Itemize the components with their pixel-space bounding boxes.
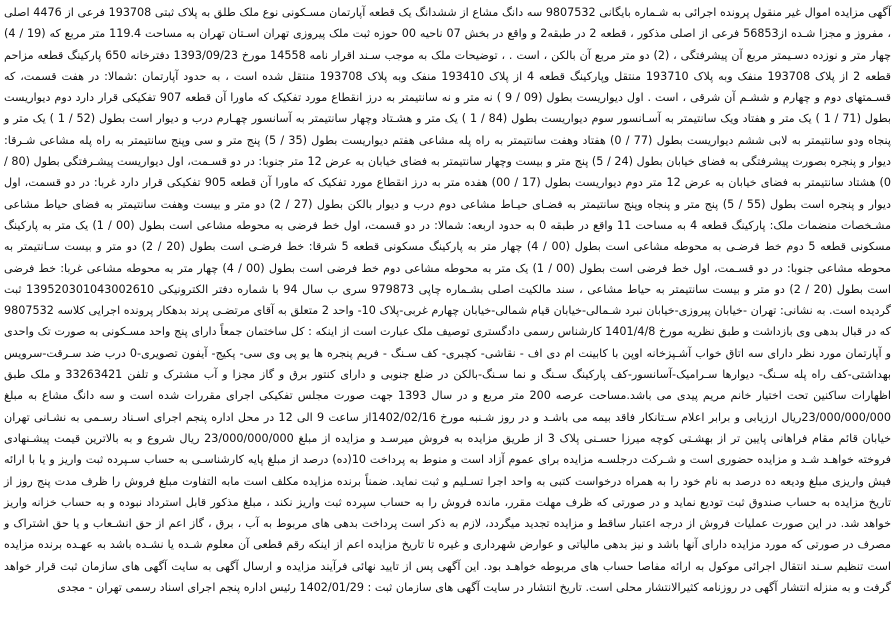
notice-body-text: آگهی مزایده اموال غیر منقول پرونده اجرائی به شـماره بایگانی 9807532 سه دانگ مشاع از ششدانگ یک قطعه آپارتمان مسـکونی نوع ملک طلق به پلاک ثبتی 193708 فرعی از 4476 اصلی ، مفروز و مجزا شـده از56853 فرعی از اصلی مذکور ، قطعه 2 در طبقه2 و واقع در بخش 07 ناحیه 00 حوزه ثبت ملک پیروزی تهران اسـتان تهران به مساحت 119.4 متر مربع که (19 / 4) چهار متر و نوزده دسـیمتر مربع آن پیشرفتگی ، (2) دو متر مربع آن بالکن ، است . ، توضیحات ملک به موجب سـند اقرار نامه 14558 مورخ 1393/09/23 دفترخانه 650 پارکینگ قطعه مزاحم قطعه 2 از پلاک 193708 منفک وبه پلاک 193710 منتقل وپارکینگ قطعه 4 از پلاک 193410 منفک وبه پلاک 193708 منتقل شده است ، به حدود آپارتمان :شمالا: در هفت قسمت، که قسـمتهای دوم و چهارم و ششـم آن شرقی ، است . اول دیواریست بطول (09 / 9 ) نه متر و نه سانتیمتر به درز انقطاع مورد تفکیک که ماورا آن قطعه 907 تفکیکی قرار دارد دوم دیواریست بطول (71 / 1 ) یک متر و هفتاد ویک سانتیمتر به آسـانسور سوم دیواریست بطول (84 / 1 ) یک متر و هشـتاد وچهار سانتیمتر به آسانسور چهـارم درب و دیوار است بطول (52 / 1 ) یک متر و پنجاه ودو سانتیمتر به لابی ششم دیواریست بطول (77 / 0) هفتاد وهفت سانتیمتر به راه پله مشاعی هفتم دیواریست بطول (35 / 5) پنج متر و سی وپنج سانتیمتر به راه پله مشاعی شـرقا: دیوار و پنجره بصورت پیشرفتگی به فضای خیابان بطول (24 / 5) پنج متر و بیست وچهار سانتیمتر به فضای خیابان به عرض 12 متر جنوبا: در دو قسـمت، اول دیواریست پیشـرفتگی بطول (80 / 0) هشتاد سانتیمتر به فضای خیابان به عرض 12 متر دوم دیواریست بطول (17 / 00) هفده متر به درز انقطاع مورد تفکیک که ماورا آن قطعه 905 تفکیکی قرار دارد غربا: در دو قسمت، اول دیوار و پنجره است بطول (55 / 5) پنج متر و پنجاه وپنج سانتیمتر به فضـای حیـاط مشاعی دوم درب و دیوار بالکن بطول (27 / 2) دو متر و بیست وهفت سانتیمتر به فضای حیاط مشاعی مشـخصات منضمات ملک: پارکینگ قطعه 4 به مساحت 11 واقع در طبقه 0 به حدود اربعه: شمالا: در دو قسمت، اول خط فرضی به محوطه مشاعی است بطول (00 / 1) یک متر به پارکینگ مسکونی قطعه 5 دوم خط فرضـی به محوطه مشاعی است بطول (00 / 4) چهار متر به پارکینگ مسکونی قطعه 5 شرقا: خط فرضـی است بطول (20 / 2) دو متر و بیست سـانتیمتر به محوطه مشاعی جنوبا: در دو قسـمت، اول خط فرضی است بطول (00 / 1) یک متر به محوطه مشاعی دوم خط فرضی است بطول (00 / 4) چهار متر به محوطه مشاعی غربا: خط فرضی است بطول (20 / 2) دو متر و بیست سانتیمتر به حیاط مشاعی ، سند مالکیت اصلی بشـماره چاپی 979873 سری ب سال 94 با شماره دفتر الکترونیکی 139520301043002610 ثبت گردیده است. به نشانی: تهران -خیابان پیروزی-خیابان نبرد شـمالی-خیابان قیام شمالی-خیابان چهارم غربی-پلاک 10- واحد 2 متعلق به آقای مرتضـی پرند بدهکار پرونده اجرایی کلاسه 9807532 که در قبال بدهی وی بازداشت و طبق نظریه مورخ 1401/4/8 کارشناس رسمی دادگستری توصیف ملک عبارت است از اینکه : کل ساختمان جمعاً دارای پنج واحد مسـکونی به صورت تک واحدی و آپارتمان مورد نظر دارای سه اتاق خواب آشـپزخانه اوپن با کابینت ام دی اف - نقاشی- کچبری- کف سـنگ - فریم پنجره ها یو پی وی سی- پکیج- آیفون تصویری-0 درب ضد سـرقت-سرویس بهداشتی-کف راه پله سـنگ- دیوارها سـرامیک-آسانسور-کف پارکینگ سـنگ و نما سـنگ-بالکن در ضلع جنوبی و دارای کنتور برق و گاز مجزا و آب مشترک و تلفن 33263421 و ملک طبق اظهارات ساکنین تحت اختیار خانم مریم پیدی می باشد.مساحت عرصه 200 متر مربع و در سال 1393 جهت صورت مجلس تفکیکی اجرای مقررات شده است و سه دانگ مشاع به مبلغ 23/000/000/000ریال ارزیابی و برابر اعلام سـتانکار فاقد بیمه می باشـد و در روز شـنبه مورخ 1402/02/16از ساعت 9 الی 12 در محل اداره پنجم اجرای اسـناد رسـمی به نشـانی تهران خیابان قائم مقام فراهانی پایین تر از بهشـتی کوچه میرزا حسـنی پلاک 3 از طریق مزایده به فروش میرسـد و مزایده از مبلغ 23/000/000/000 ریال شروع و به بالاترین قیمت پیشـنهادی فروخته خواهـد شـد و مزایده حضوری است و شـرکت درجلسـه مزایده برای عموم آزاد است و منوط به پرداخت 10(ده) درصد از مبلغ پایه کارشناسـی به حساب سـپرده ثبت واریز و یا با ارائه فیش واریزی مبلغ ودیعه ده درصد به نام خود را به همراه درخواست کتبی به واحد اجرا تسـلیم و ثبت نماید. ضمناً برنده مزایده مکلف است مابه التفاوت مبلغ فروش را ظرف مدت پنج روز از تاریخ مزایده به حساب صندوق ثبت تودیع نماید و در صورتی که ظرف مهلت مقرر، مانده فروش را به حساب سپرده ثبت واریز نکند ، مبلغ مذکور قابل استرداد نبوده و به حساب خزانه واریز خواهد شد. در این صورت عملیات فروش از درجه اعتبار ساقط و مزایده تجدید میگردد، لازم به ذکر است پرداخت بدهی های مربوط به آب ، برق ، گاز اعم از حق انشـعاب و یا حق اشتراک و مصرف در صورتی که مورد مزایده دارای آنها باشد و نیز بدهی مالیاتی و عوارض شهرداری و غیره تا تاریخ مزایده اعم از اینکه رقم قطعی آن معلوم شـده یا نشـده باشد به عهـده برنده مزایده است تنظیم سـند انتقال اجرائی موکول به ارائه مفاصا حساب های مربوطه خواهـد بود. این آگهی پس از تایید نهائی فرآیند مزایده و ارسال آگهی به سایت آگهی های سازمان ثبت قرار خواهد گرفت و به منزله انتشار آگهی در روزنامه کثیرالانتشار محلی است. تاریخ انتشار در سایت آگهی های سازمان ثبت : 1402/01/29 رئیس اداره پنجم اجرای اسناد رسمی تهران - مجدی bbox=[4, 6, 892, 595]
